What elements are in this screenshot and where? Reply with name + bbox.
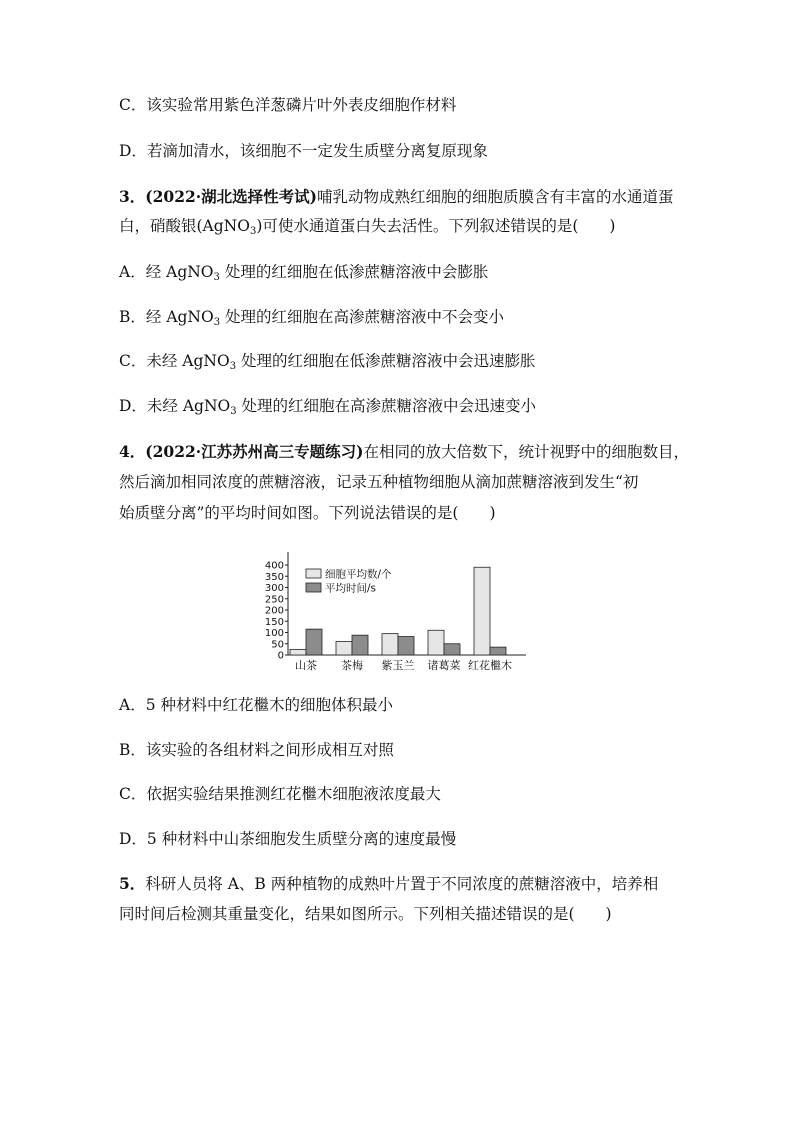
y-tick-label: 150 xyxy=(264,616,284,628)
legend-label: 细胞平均数/个 xyxy=(325,568,392,581)
bar xyxy=(382,634,398,655)
y-tick-label: 50 xyxy=(271,639,284,651)
q3-option-c-sub: 3 xyxy=(229,361,237,372)
y-tick-label: 300 xyxy=(264,583,284,594)
q5-number: 5． xyxy=(119,874,146,893)
q5-stem-line-1 xyxy=(119,874,658,894)
q3-option-d-sub: 3 xyxy=(230,406,237,417)
legend-label: 平均时间/s xyxy=(325,582,377,595)
q3-option-a-sub: 3 xyxy=(213,272,220,283)
q3-stem-2b: )可使水通道蛋白失去活性。下列叙述错误的是( ) xyxy=(256,217,616,235)
y-tick-label: 100 xyxy=(264,628,284,639)
q4-stem-line-1 xyxy=(119,442,689,462)
bar xyxy=(444,644,460,655)
q4-source: (2022·江苏苏州高三专题练习) xyxy=(145,442,364,461)
q3-option-a-pre: A．经 AgNO xyxy=(119,263,214,281)
q3-option-b xyxy=(119,307,504,327)
prev-option-d: D．若滴加清水，该细胞不一定发生质壁分离复原现象 xyxy=(119,142,488,160)
q3-number: 3． xyxy=(119,187,146,206)
bar xyxy=(398,637,414,655)
y-tick-label: 200 xyxy=(264,605,284,617)
bar xyxy=(474,567,490,655)
q3-option-c-post: 处理的红细胞在低渗蔗糖溶液中会迅速膨胀 xyxy=(236,352,536,370)
q3-option-a xyxy=(119,262,488,282)
q3-option-c xyxy=(119,351,536,371)
bar-chart xyxy=(258,548,530,672)
y-tick-label: 350 xyxy=(264,571,284,583)
q3-option-b-post: 处理的红细胞在高渗蔗糖溶液中不会变小 xyxy=(220,308,505,326)
q3-option-c-pre: C．未经 AgNO xyxy=(119,352,230,370)
q3-option-a-post: 处理的红细胞在低渗蔗糖溶液中会膨胀 xyxy=(219,263,489,281)
y-tick-label: 400 xyxy=(264,560,284,572)
q3-stem-line-2 xyxy=(119,216,615,236)
bar xyxy=(290,649,306,655)
bar xyxy=(352,635,368,655)
x-category-label: 山茶 xyxy=(295,659,317,672)
y-tick-label: 0 xyxy=(277,650,284,662)
q4-option-b: B．该实验的各组材料之间形成相互对照 xyxy=(119,741,394,759)
q3-option-d-post: 处理的红细胞在高渗蔗糖溶液中会迅速变小 xyxy=(236,397,537,415)
q4-option-a: A．5 种材料中红花檵木的细胞体积最小 xyxy=(119,696,393,714)
bar xyxy=(490,647,506,655)
bar xyxy=(306,629,322,655)
q3-option-d xyxy=(119,396,536,416)
bar xyxy=(428,630,444,655)
q4-option-c: C．依据实验结果推测红花檵木细胞液浓度最大 xyxy=(119,785,441,803)
q5-stem-2: 同时间后检测其重量变化，结果如图所示。下列相关描述错误的是( ) xyxy=(119,905,612,923)
q3-option-b-pre: B．经 AgNO xyxy=(119,308,214,326)
x-category-label: 紫玉兰 xyxy=(381,659,415,672)
prev-option-c: C．该实验常用紫色洋葱磷片叶外表皮细胞作材料 xyxy=(119,96,457,114)
q3-stem-2a: 白，硝酸银(AgNO xyxy=(119,217,250,235)
bar xyxy=(336,642,352,656)
q4-stem-1: 在相同的放大倍数下，统计视野中的细胞数目， xyxy=(363,443,690,461)
q3-option-b-sub: 3 xyxy=(213,317,221,328)
x-category-label: 茶梅 xyxy=(341,659,363,672)
q4-option-d: D．5 种材料中山茶细胞发生质壁分离的速度最慢 xyxy=(119,830,457,848)
y-tick-label: 250 xyxy=(264,594,284,606)
legend-swatch xyxy=(306,569,321,578)
q4-number: 4． xyxy=(119,442,146,461)
q3-source: (2022·湖北选择性考试) xyxy=(145,187,318,206)
q3-stem-1: 哺乳动物成熟红细胞的细胞质膜含有丰富的水通道蛋 xyxy=(317,188,674,206)
q3-option-d-pre: D．未经 AgNO xyxy=(119,397,231,415)
q3-stem-2-sub: 3 xyxy=(249,226,257,237)
q5-stem-1: 科研人员将 A、B 两种植物的成熟叶片置于不同浓度的蔗糖溶液中，培养相 xyxy=(145,875,659,893)
q3-stem-line-1 xyxy=(119,187,674,207)
q4-stem-3: 始质壁分离”的平均时间如图。下列说法错误的是( ) xyxy=(119,504,496,522)
q4-stem-2: 然后滴加相同浓度的蔗糖溶液，记录五种植物细胞从滴加蔗糖溶液到发生“初 xyxy=(119,473,639,491)
x-category-label: 诸葛菜 xyxy=(427,659,461,672)
x-category-label: 红花檵木 xyxy=(468,659,512,672)
legend-swatch xyxy=(306,583,321,592)
